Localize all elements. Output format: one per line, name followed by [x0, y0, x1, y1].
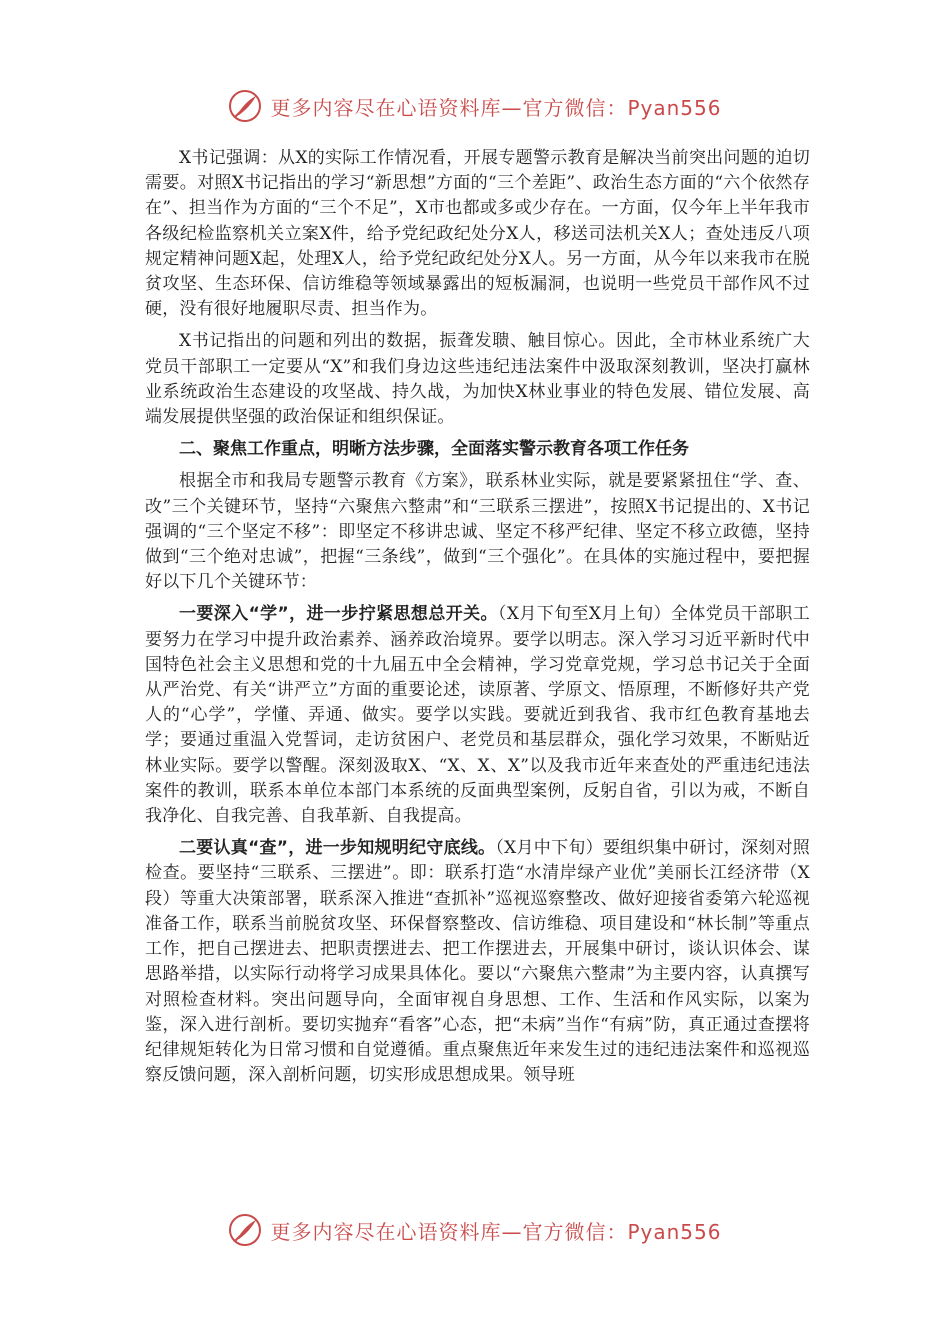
item-body: （X月下旬至X月上旬）全体党员干部职工要努力在学习中提升政治素养、涵养政治境界。要学以明志。深入学习习近平新时代中国特色社会主义思想和党的十九届五中全会精神，学习党章党规，学习总书记关于全面从严治党、有关“讲严立”方面的重要论述，读原著、学原文、悟原理，不断修好共产党人的“心学”，学懂、弄通、做实。要学以实践。要就近到我省、我市红色教育基地去学；要通过重温入党誓词，走访贫困户、老党员和基层群众，强化学习效果，不断贴近林业实际。要学以警醒。深刻汲取X、“X、X、X”以及我市近年来查处的严重违纪违法案件的教训，联系本单位本部门本系统的反面典型案例，反躬自省，引以为戒，不断自我净化、自我完善、自我革新、自我提高。	[145, 604, 810, 827]
paragraph: X书记强调：从X的实际工作情况看，开展专题警示教育是解决当前突出问题的迫切需要。对照X书记指出的学习“新思想”方面的“三个差距”、政治生态方面的“六个依然存在”、担当作为方面的“三个不足”，X市也都或多或少存在。一方面，仅今年上半年我市各级纪检监察机关立案X件，给予党纪政纪处分X人，移送司法机关X人；查处违反八项规定精神问题X起，处理X人，给予党纪政纪处分X人。另一方面，从今年以来我市在脱贫攻坚、生态环保、信访维稳等领域暴露出的短板漏洞，也说明一些党员干部作风不过硬，没有很好地履职尽责、担当作为。	[145, 148, 810, 320]
list-item	[145, 602, 810, 829]
banner-text: 更多内容尽在心语资料库—官方微信：Pyan556	[270, 1219, 722, 1244]
paragraph: X书记指出的问题和列出的数据，振聋发聩、触目惊心。因此，全市林业系统广大党员干部职工一定要从“X”和我们身边这些违纪违法案件中汲取深刻教训，坚决打赢林业系统政治生态建设的攻坚战、持久战，为加快X林业事业的特色发展、错位发展、高端发展提供坚强的政治保证和组织保证。	[145, 331, 810, 428]
quill-logo-icon	[228, 89, 262, 123]
item-lead: 一要深入“学”，进一步拧紧思想总开关。	[179, 604, 498, 625]
section-heading: 二、聚焦工作重点，明晰方法步骤，全面落实警示教育各项工作任务	[179, 439, 689, 460]
header-banner	[0, 86, 950, 126]
list-item	[145, 836, 810, 1088]
banner-text: 更多内容尽在心语资料库—官方微信：Pyan556	[270, 95, 722, 120]
item-body: （X月中下旬）要组织集中研讨，深刻对照检查。要坚持“三联系、三摆进”。即：联系打造“水清岸绿产业优”美丽长江经济带（X段）等重大决策部署，联系深入推进“查抓补”巡视巡察整改、做好迎接省委第六轮巡视准备工作，联系当前脱贫攻坚、环保督察整改、信访维稳、项目建设和“林长制”等重点工作，把自己摆进去、把职责摆进去、把工作摆进去，开展集中研讨，谈认识体会、谋思路举措，以实际行动将学习成果具体化。要以“六聚焦六整肃”为主要内容，认真撰写对照检查材料。突出问题导向，全面审视自身思想、工作、生活和作风实际，以案为鉴，深入进行剖析。要切实抛弃“看客”心态，把“未病”当作“有病”防，真正通过查摆将纪律规矩转化为日常习惯和自觉遵循。重点聚焦近年来发生过的违纪违法案件和巡视巡察反馈问题，深入剖析问题，切实形成思想成果。领导班	[145, 838, 810, 1086]
section-intro: 根据全市和我局专题警示教育《方案》，联系林业实际，就是要紧紧扭住“学、查、改”三个关键环节，坚持“六聚焦六整肃”和“三联系三摆进”，按照X书记提出的、X书记强调的“三个坚定不移”：即坚定不移讲忠诚、坚定不移严纪律、坚定不移立政德，坚持做到“三个绝对忠诚”，把握“三条线”，做到“三个强化”。在具体的实施过程中，要把握好以下几个关键环节：	[145, 471, 810, 593]
quill-logo-icon	[228, 1213, 262, 1247]
document-body	[145, 146, 810, 1095]
item-lead: 二要认真“查”，进一步知规明纪守底线。	[179, 838, 496, 859]
footer-banner	[0, 1210, 950, 1250]
